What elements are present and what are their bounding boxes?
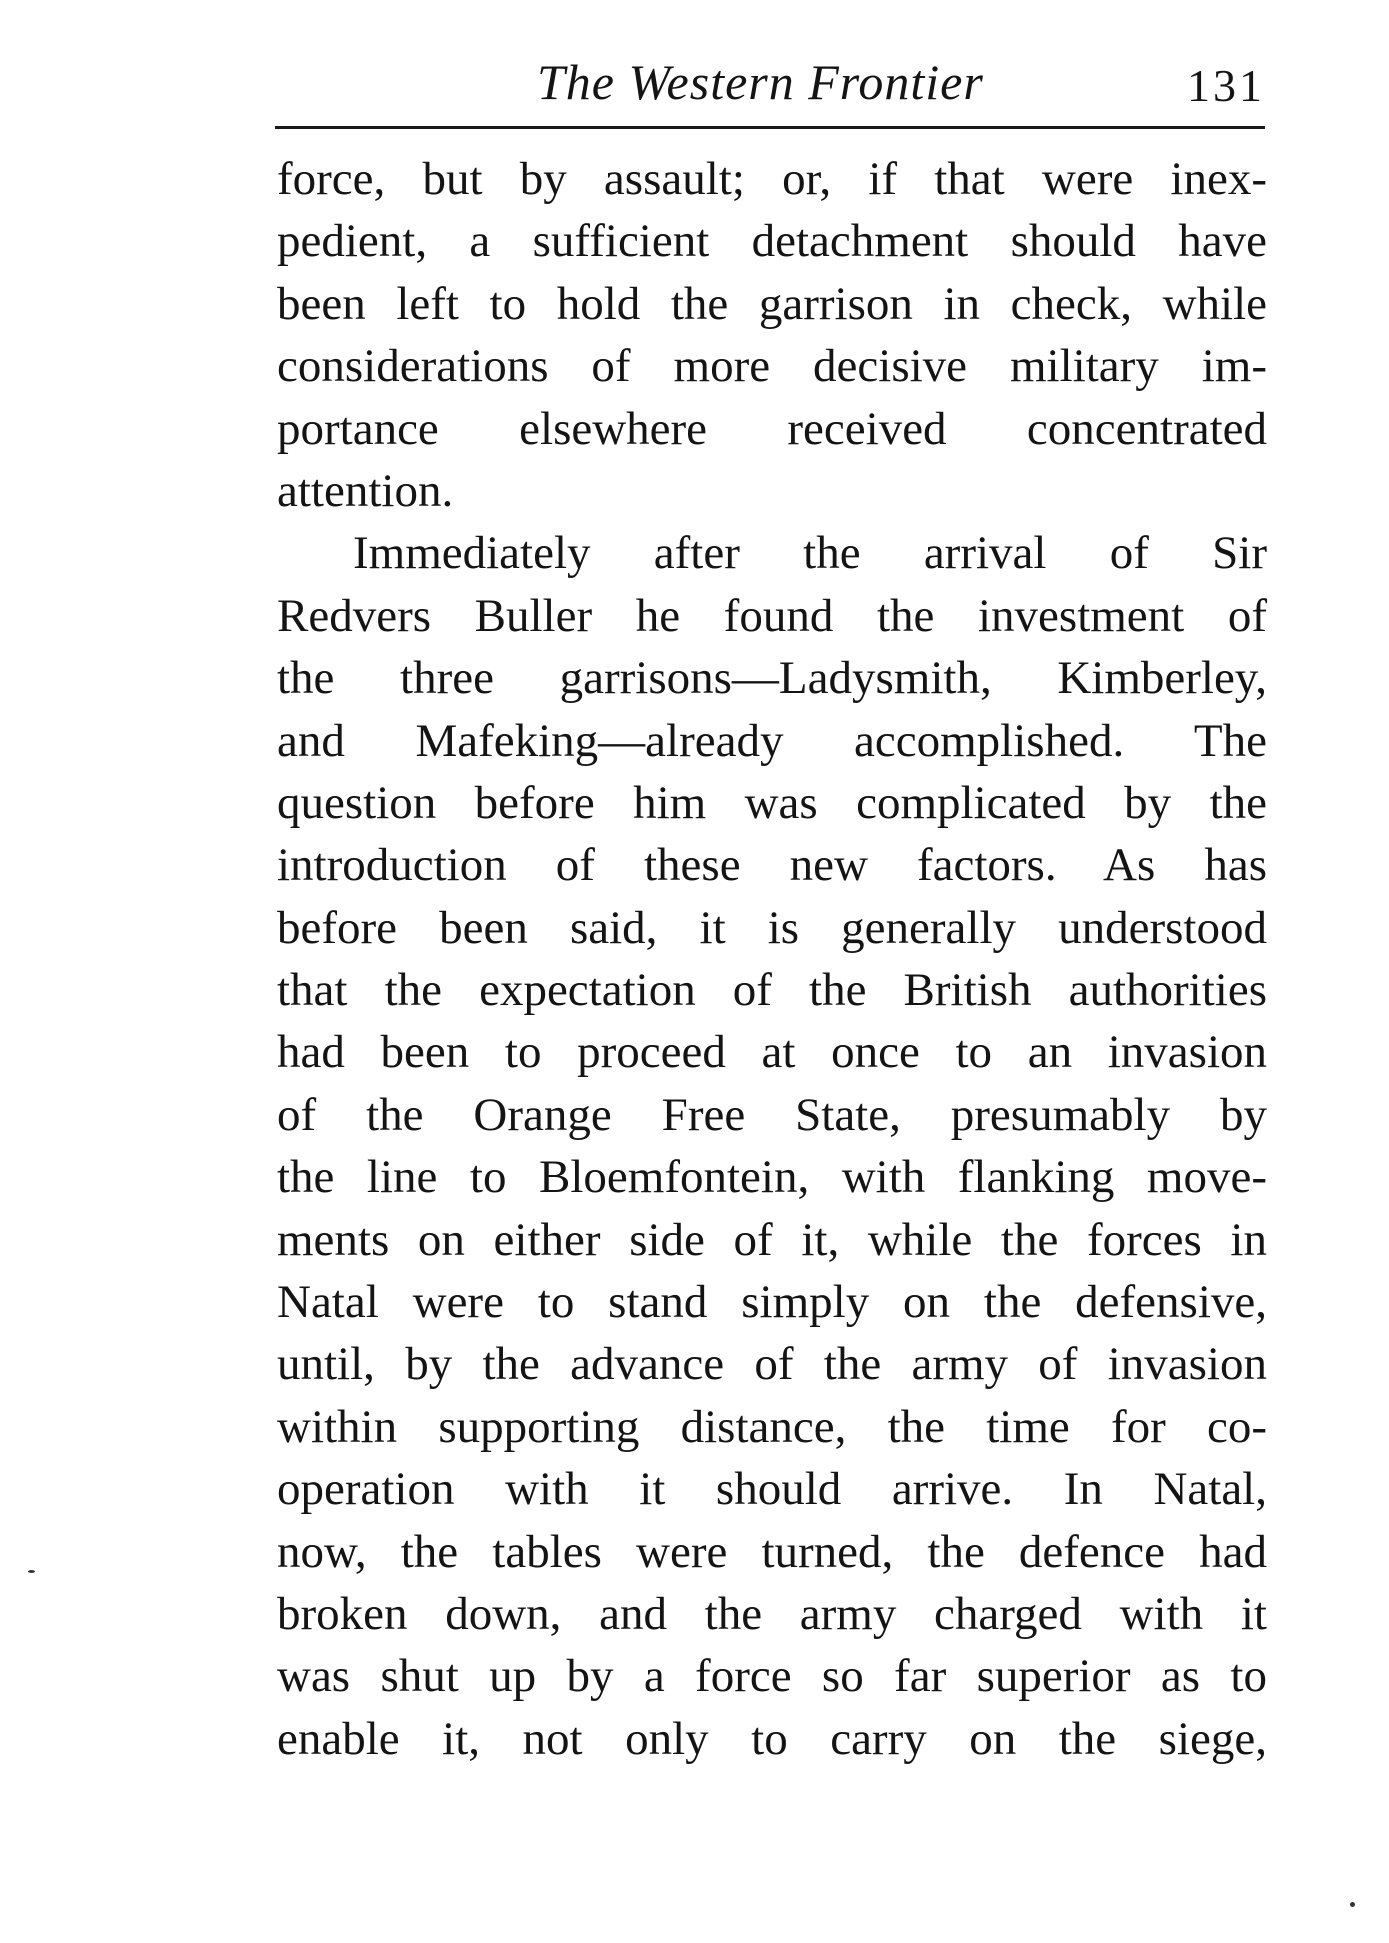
page-header — [275, 52, 1265, 112]
running-title: The Western Frontier — [537, 54, 984, 110]
text-line: of the Orange Free State, presumably by — [277, 1088, 1267, 1141]
text-line: broken down, and the army charged with it — [277, 1587, 1267, 1640]
text-line: until, by the advance of the army of invasion — [277, 1338, 1267, 1391]
scan-speck — [1350, 1902, 1355, 1907]
text-line: and Mafeking—already accomplished. The — [277, 714, 1267, 767]
paragraph-1 — [277, 148, 1267, 522]
paragraph-2 — [277, 522, 1267, 1770]
text-line: ments on either side of it, while the forces in — [277, 1213, 1267, 1266]
text-line: question before him was complicated by the — [277, 776, 1267, 829]
text-line: portance elsewhere received concentrated — [277, 402, 1267, 455]
scan-speck — [28, 1570, 35, 1573]
text-line: now, the tables were turned, the defence had — [277, 1525, 1267, 1578]
text-line: within supporting distance, the time for co- — [277, 1400, 1267, 1453]
text-line: was shut up by a force so far superior as to — [277, 1650, 1267, 1703]
text-line: the three garrisons—Ladysmith, Kimberley, — [277, 652, 1267, 705]
text-line: Natal were to stand simply on the defensive, — [277, 1276, 1267, 1329]
text-line: had been to proceed at once to an invasion — [277, 1026, 1267, 1079]
text-line: that the expectation of the British authorities — [277, 964, 1267, 1017]
header-rule — [275, 126, 1265, 129]
text-line: been left to hold the garrison in check, while — [277, 277, 1267, 330]
page-number: 131 — [1187, 60, 1265, 111]
text-line: the line to Bloemfontein, with flanking move- — [277, 1151, 1267, 1204]
text-line: force, but by assault; or, if that were inex- — [277, 153, 1267, 205]
text-line: introduction of these new factors. As has — [277, 839, 1267, 892]
text-line: before been said, it is generally understood — [277, 901, 1267, 954]
text-line: Immediately after the arrival of Sir — [353, 527, 1267, 580]
text-line: attention. — [277, 464, 454, 517]
text-line: Redvers Buller he found the investment of — [277, 589, 1267, 642]
text-line: considerations of more decisive military im- — [277, 340, 1267, 393]
body-text — [277, 148, 1267, 1770]
text-line: enable it, not only to carry on the siege, — [277, 1712, 1267, 1765]
text-line: operation with it should arrive. In Natal, — [277, 1463, 1267, 1516]
text-line: pedient, a sufficient detachment should have — [277, 215, 1267, 268]
